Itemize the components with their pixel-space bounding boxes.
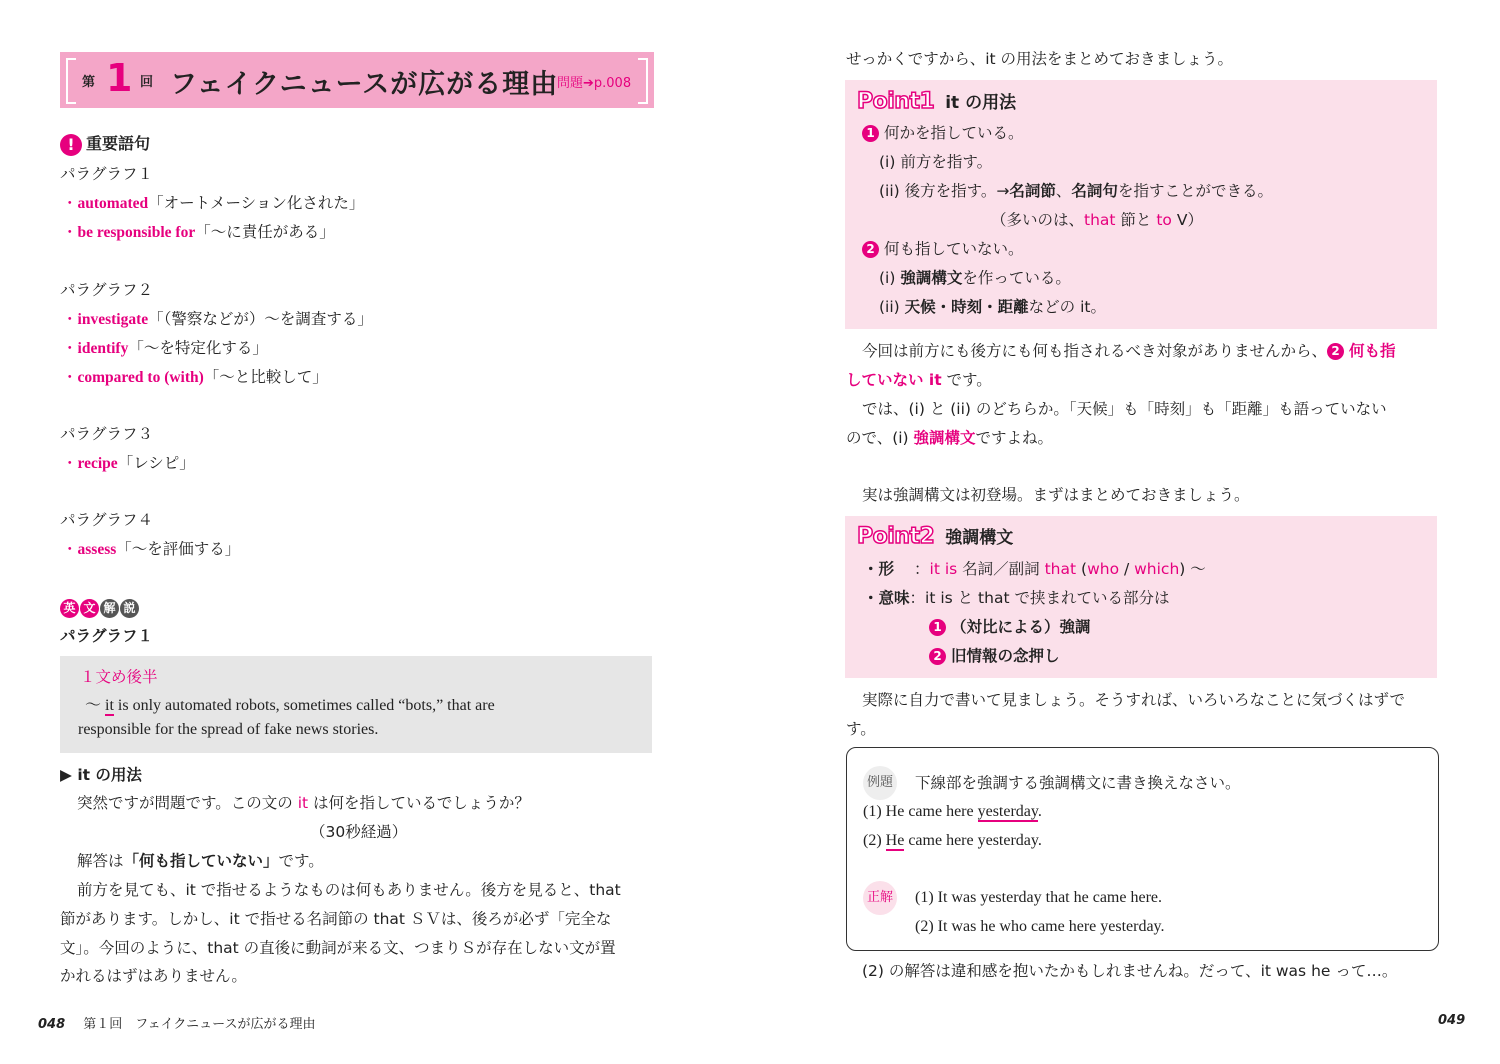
para-label-1: パラグラフ１ [60,165,154,183]
body-line: 今回は前方にも後方にも何も指されるべき対象がありませんから、 2 何も指 [862,342,1396,360]
point2-meaning-2: 2 旧情報の念押し [929,645,1060,667]
body-line: では、(i) と (ii) のどちらか。「天候」も「時刻」も「距離」も語っていない [862,400,1387,418]
body-line: 解答は「何も指していない」です。 [77,852,324,870]
point1-line: （多いのは、that 節と to V） [991,211,1203,229]
point1-title: it の用法 [945,93,1017,113]
exclamation-icon: ! [60,134,82,156]
quote-box [60,656,652,753]
point2-meaning-1: 1 （対比による）強調 [929,616,1091,638]
point1-line: (i) 前方を指す。 [879,153,993,171]
point1-line: 1 何かを指している。 [862,122,1024,144]
example-tag: 例題 [863,766,897,800]
badge-char: 説 [120,599,139,618]
body-line: かれるはずはありません。 [60,967,247,985]
vocab-item: ・assess「〜を評価する」 [62,540,241,558]
body-line: 文」。今回のように、that の直後に動詞が来る文、つまりＳが存在しない文が置 [60,939,616,957]
point1-box [845,80,1437,329]
point1-line: (ii) 天候・時刻・距離などの it。 [879,298,1106,316]
chapter-number: 1 [106,56,133,100]
body-line: (2) の解答は違和感を抱いたかもしれませんね。だって、it was he って…。 [862,962,1398,980]
chapter-title: フェイクニュースが広がる理由 [170,69,559,100]
running-title: 第１回 フェイクニュースが広がる理由 [83,1017,316,1032]
body-line: していない it です。 [846,371,992,389]
chapter-dai: 第 [82,75,96,90]
body-line: す。 [846,720,876,738]
vocab-item: ・identify「〜を特定化する」 [62,339,268,357]
example-q2: (2) He came here yesterday. [863,832,1042,849]
badge-char: 文 [80,599,99,618]
point2-title: 強調構文 [945,528,1014,548]
vocab-heading: ! 重要語句 [60,133,150,156]
point2-meaning: ・意味：it is と that で挟まれている部分は [863,589,1170,607]
para-label-2: パラグラフ２ [60,281,154,299]
answer-1: (1) It was yesterday that he came here. [915,889,1162,906]
point1-line: (i) 強調構文を作っている。 [879,269,1071,287]
vocab-item: ・compared to (with)「〜と比較して」 [62,368,328,386]
vocab-item: ・automated「オートメーション化された」 [62,194,365,212]
point1-line: (ii) 後方を指す。→名詞節、名詞句を指すことができる。 [879,182,1273,200]
subheading-it-usage: ▶ it の用法 [60,766,142,784]
bracket-right [638,58,648,104]
problem-ref: 問題➔p.008 [557,76,632,91]
chapter-kai: 回 [140,75,154,90]
chapter-header [60,52,654,108]
badge-char: 解 [100,599,119,618]
answer-2: (2) It was he who came here yesterday. [915,918,1165,935]
body-line: ので、(i) 強調構文ですよね。 [846,429,1054,447]
point1-logo: Point1 [857,89,935,114]
intro-line: せっかくですから、it の用法をまとめておきましょう。 [846,50,1234,68]
page-number: 049 [1438,1013,1466,1028]
para-label-4: パラグラフ４ [60,511,154,529]
quote-title: １文め後半 [80,668,158,686]
body-line: 突然ですが問題です。この文の it は何を指しているでしょうか？ [77,794,530,812]
badge-char: 英 [60,599,79,618]
body-line: 前方を見ても、it で指せるようなものは何もありません。後方を見ると、that [77,881,621,899]
example-box [846,747,1439,951]
left-footer [38,1013,315,1032]
body-line: 実際に自力で書いて見ましょう。そうすれば、いろいろなことに気づくはずで [862,691,1405,709]
analysis-para: パラグラフ１ [60,627,154,645]
analysis-badge [60,596,140,618]
para-label-3: パラグラフ３ [60,425,154,443]
point2-logo: Point2 [857,524,935,549]
point2-header [857,522,1013,553]
example-prompt: 下線部を強調する強調構文に書き換えなさい。 [915,774,1241,792]
point2-form: ・形 ：it is 名詞／副詞 that (who / which) 〜 [863,560,1206,578]
body-line: 節があります。しかし、it で指せる名詞節の that ＳＶは、後ろが必ず「完全な [60,910,612,928]
vocab-item: ・investigate「（警察などが）〜を調査する」 [62,310,373,328]
body-line: 実は強調構文は初登場。まずはまとめておきましょう。 [862,486,1250,504]
example-q1: (1) He came here yesterday. [863,803,1042,820]
vocab-item: ・recipe「レシピ」 [62,454,195,472]
right-footer [1438,1013,1465,1028]
bracket-left [66,58,76,104]
point1-header [857,87,1016,118]
point1-line: 2 何も指していない。 [862,238,1024,260]
quote-line-2: responsible for the spread of fake news stories. [78,721,379,738]
answer-tag: 正解 [863,881,897,915]
body-line: （30秒経過） [310,823,408,841]
point2-box [845,516,1437,678]
vocab-item: ・be responsible for「〜に責任がある」 [62,223,335,241]
page-number: 048 [38,1017,66,1032]
quote-line-1: 〜 it is only automated robots, sometimes called “bots,” that are [85,697,495,714]
